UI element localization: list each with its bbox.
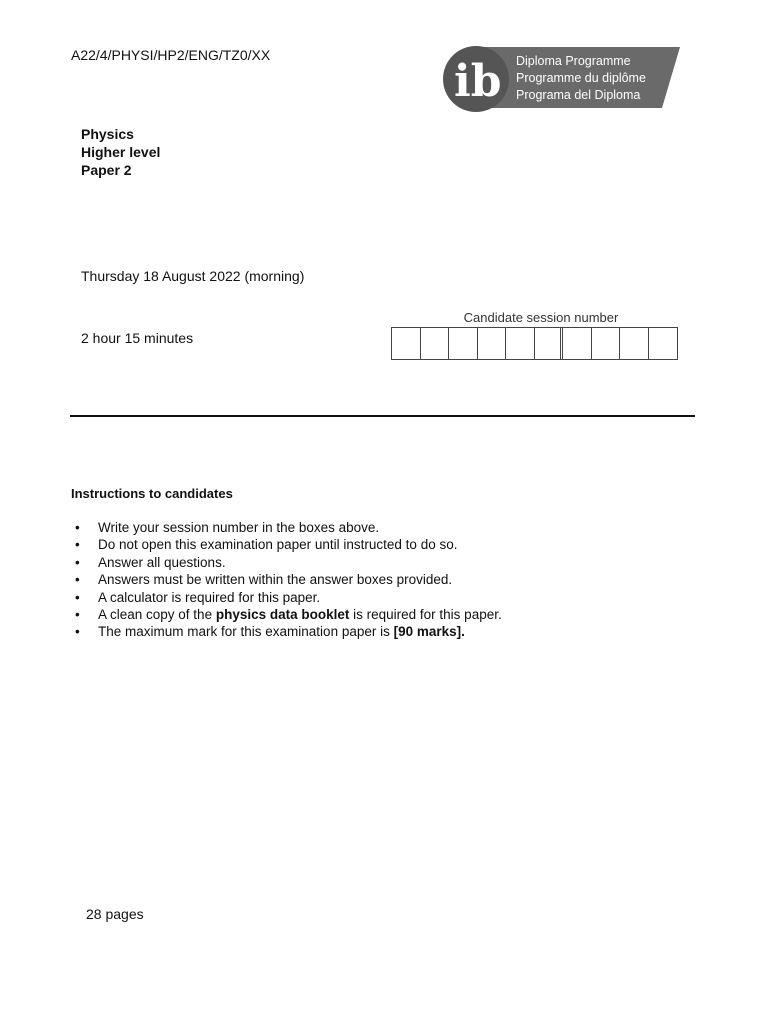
session-digit-box[interactable] (392, 328, 421, 359)
session-digit-box[interactable] (563, 328, 592, 359)
logo-line-2: Programme du diplôme (516, 71, 646, 85)
subject-level: Higher level (81, 144, 161, 160)
instructions-heading: Instructions to candidates (71, 486, 233, 501)
session-digit-box[interactable] (449, 328, 478, 359)
instruction-item: • Answers must be written within the answer boxes provided. (75, 571, 715, 588)
instruction-item: • Do not open this examination paper until instructed to do so. (75, 536, 715, 553)
instruction-item: • A clean copy of the physics data booklet is required for this paper. (75, 606, 715, 623)
session-digit-box[interactable] (620, 328, 649, 359)
subject-paper: Paper 2 (81, 162, 132, 178)
exam-duration: 2 hour 15 minutes (81, 330, 194, 346)
session-digit-box[interactable] (506, 328, 535, 359)
paper-code: A22/4/PHYSI/HP2/ENG/TZ0/XX (71, 47, 271, 63)
session-digit-box[interactable] (421, 328, 450, 359)
exam-date: Thursday 18 August 2022 (morning) (81, 268, 305, 284)
session-digit-box[interactable] (592, 328, 621, 359)
session-digit-box[interactable] (535, 328, 564, 359)
ib-mark: ib (454, 56, 502, 107)
candidate-session-boxes (391, 327, 678, 360)
instruction-item: • Write your session number in the boxes above. (75, 519, 715, 536)
session-digit-box[interactable] (478, 328, 507, 359)
page-count: 28 pages (86, 906, 144, 922)
candidate-session-label: Candidate session number (463, 310, 619, 325)
subject-block (81, 125, 160, 179)
logo-line-1: Diploma Programme (516, 54, 631, 68)
horizontal-rule (70, 415, 695, 417)
instruction-item: • The maximum mark for this examination paper is [90 marks]. (75, 623, 715, 640)
session-digit-box[interactable] (649, 328, 678, 359)
instruction-item: • Answer all questions. (75, 554, 715, 571)
instruction-item: • A calculator is required for this paper. (75, 589, 715, 606)
logo-line-3: Programa del Diploma (516, 88, 641, 102)
subject-title: Physics (81, 126, 134, 142)
ib-logo (440, 44, 680, 114)
instructions-list (75, 519, 715, 641)
